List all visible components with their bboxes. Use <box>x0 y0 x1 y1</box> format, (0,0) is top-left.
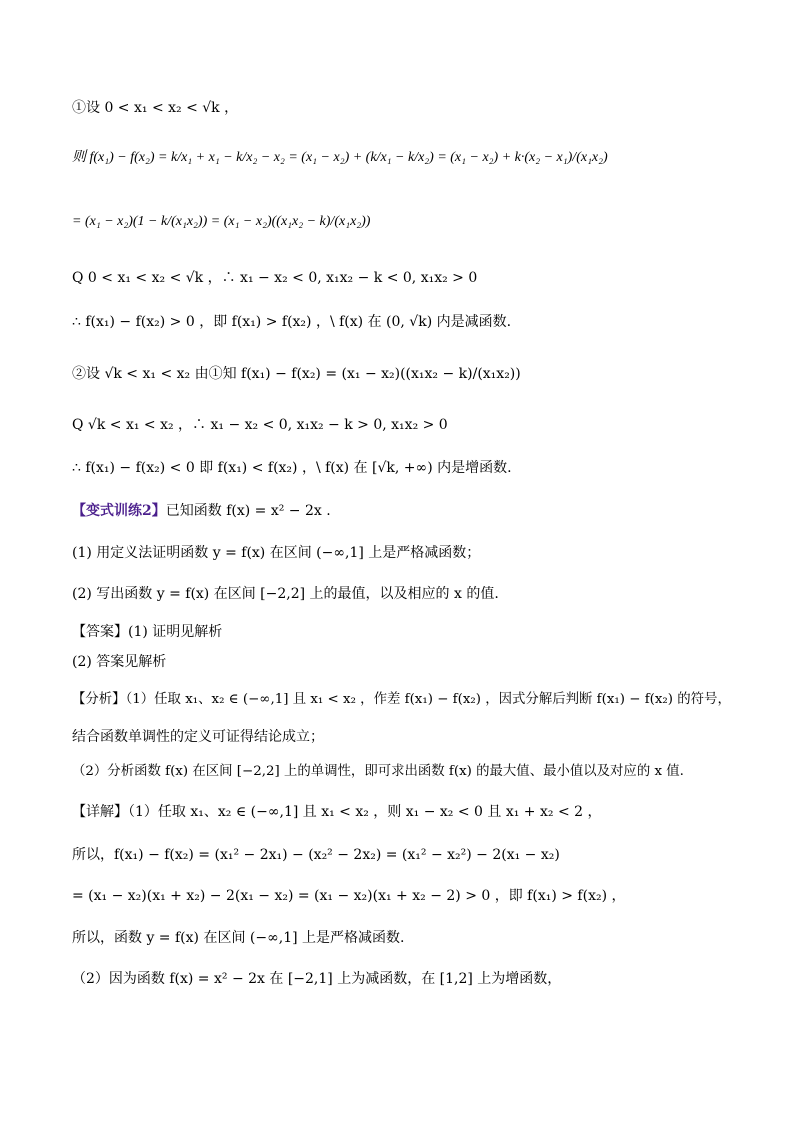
line-6: ②设 √k < x₁ < x₂ 由①知 f(x₁) − f(x₂) = (x₁ − x₂)((x₁x₂ − k)/(x₁x₂)) <box>72 366 521 382</box>
line-10: (1) 用定义法证明函数 y = f(x) 在区间 (−∞,1] 上是严格减函数； <box>72 545 481 561</box>
detail-line-4: 所以，函数 y = f(x) 在区间 (−∞,1] 上是严格减函数. <box>72 930 405 946</box>
answer-line: 【答案】(1) 证明见解析 <box>72 624 223 640</box>
line-4: Q 0 < x₁ < x₂ < √k ，∴ x₁ − x₂ < 0, x₁x₂ − k < 0, x₁x₂ > 0 <box>72 270 478 286</box>
detail-line-2: 所以，f(x₁) − f(x₂) = (x₁² − 2x₁) − (x₂² − 2x₂) = (x₁² − x₂²) − 2(x₁ − x₂) <box>72 847 560 863</box>
detail-line-3: = (x₁ − x₂)(x₁ + x₂) − 2(x₁ − x₂) = (x₁ − x₂)(x₁ + x₂ − 2) > 0 ，即 f(x₁) > f(x₂) ， <box>72 888 626 904</box>
line-7: Q √k < x₁ < x₂ ，∴ x₁ − x₂ < 0, x₁x₂ − k > 0, x₁x₂ > 0 <box>72 417 448 433</box>
detail-line-5: （2）因为函数 f(x) = x² − 2x 在 [−2,1] 上为减函数，在 [1,2] 上为增函数， <box>72 971 562 987</box>
exercise-statement: 已知函数 f(x) = x² − 2x . <box>165 503 331 519</box>
line-2: 则 f(x₁) − f(x₂) = k/x₁ + x₁ − k/x₂ − x₂ = (x₁ − x₂) + (k/x₁ − k/x₂) = (x₁ − x₂) + k·(x₂ − x₁)/(x₁x₂) <box>72 150 608 165</box>
analysis-line-3: （2）分析函数 f(x) 在区间 [−2,2] 上的单调性，即可求出函数 f(x) 的最大值、最小值以及对应的 x 值. <box>72 764 684 779</box>
line-1: ①设 0 < x₁ < x₂ < √k ， <box>72 100 239 116</box>
line-8: ∴ f(x₁) − f(x₂) < 0 即 f(x₁) < f(x₂) ，\ f(x) 在 [√k, +∞) 内是增函数. <box>72 460 512 476</box>
line-11: (2) 写出函数 y = f(x) 在区间 [−2,2] 上的最值，以及相应的 x 的值. <box>72 586 499 602</box>
line-5: ∴ f(x₁) − f(x₂) > 0 ，即 f(x₁) > f(x₂) ，\ f(x) 在 (0, √k) 内是减函数. <box>72 314 512 330</box>
line-3: = (x₁ − x₂)(1 − k/(x₁x₂)) = (x₁ − x₂)((x₁x₂ − k)/(x₁x₂)) <box>72 214 371 229</box>
line-9 <box>72 501 331 521</box>
detail-line: 【详解】（1）任取 x₁、x₂ ∈ (−∞,1] 且 x₁ < x₂ ，则 x₁ − x₂ < 0 且 x₁ + x₂ < 2 ， <box>72 804 602 820</box>
exercise-tag: 【变式训练2】 <box>72 503 166 519</box>
analysis-line-2: 结合函数单调性的定义可证得结论成立； <box>72 729 324 745</box>
answer-line-2: (2) 答案见解析 <box>72 654 167 670</box>
analysis-line: 【分析】（1）任取 x₁、x₂ ∈ (−∞,1] 且 x₁ < x₂ ，作差 f(x₁) − f(x₂) ，因式分解后判断 f(x₁) − f(x₂) 的符号， <box>72 692 731 707</box>
